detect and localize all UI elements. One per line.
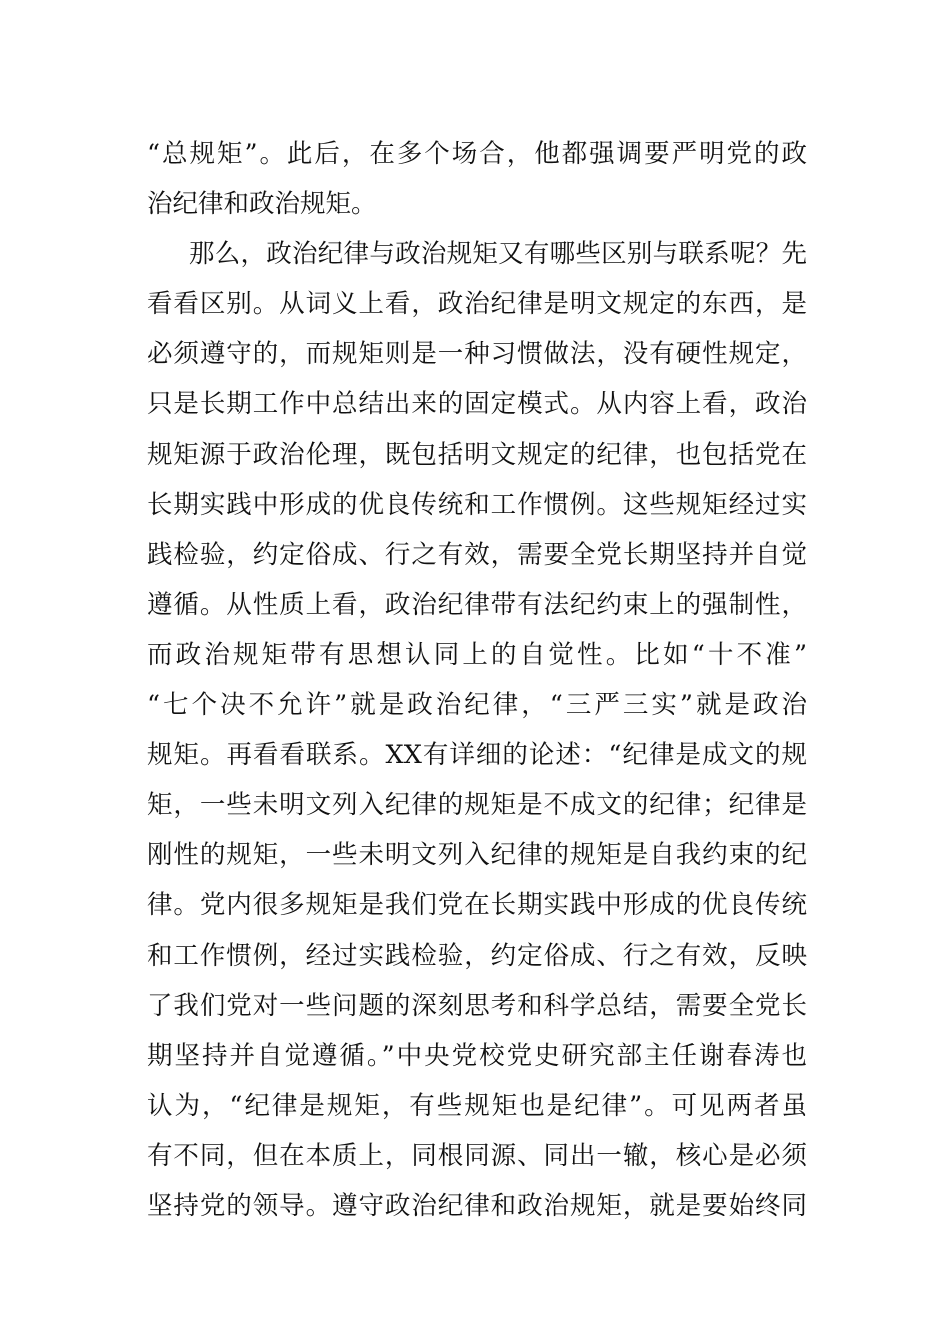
paragraph-line: 只是长期工作中总结出来的固定模式。从内容上看，政治 <box>147 389 807 420</box>
paragraph-line: 认为，“纪律是规矩，有些规矩也是纪律”。可见两者虽 <box>147 1090 807 1121</box>
body-text <box>147 129 807 1231</box>
paragraph-line: 律。党内很多规矩是我们党在长期实践中形成的优良传统 <box>147 890 807 921</box>
paragraph-line: 遵循。从性质上看，政治纪律带有法纪约束上的强制性， <box>147 589 807 620</box>
paragraph-line: 和工作惯例，经过实践检验，约定俗成、行之有效，反映 <box>147 940 807 971</box>
paragraph-line: 矩，一些未明文列入纪律的规矩是不成文的纪律；纪律是 <box>147 790 807 821</box>
paragraph-line: 那么，政治纪律与政治规矩又有哪些区别与联系呢？先 <box>189 239 807 270</box>
paragraph-line: 有不同，但在本质上，同根同源、同出一辙，核心是必须 <box>147 1140 807 1171</box>
paragraph-line: 必须遵守的，而规矩则是一种习惯做法，没有硬性规定， <box>147 339 807 370</box>
paragraph-line: 而政治规矩带有思想认同上的自觉性。比如“十不准” <box>147 639 807 670</box>
paragraph-line: 践检验，约定俗成、行之有效，需要全党长期坚持并自觉 <box>147 539 807 570</box>
paragraph-line: 刚性的规矩，一些未明文列入纪律的规矩是自我约束的纪 <box>147 840 807 871</box>
paragraph-1 <box>147 129 807 229</box>
paragraph-line: 了我们党对一些问题的深刻思考和科学总结，需要全党长 <box>147 990 807 1021</box>
paragraph-line: 规矩源于政治伦理，既包括明文规定的纪律，也包括党在 <box>147 439 807 470</box>
paragraph-line: 期坚持并自觉遵循。”中央党校党史研究部主任谢春涛也 <box>147 1040 807 1071</box>
paragraph-line: 规矩。再看看联系。XX有详细的论述：“纪律是成文的规 <box>147 740 807 771</box>
paragraph-line: “七个决不允许”就是政治纪律，“三严三实”就是政治 <box>147 690 807 721</box>
paragraph-line: “总规矩”。此后，在多个场合，他都强调要严明党的政 <box>147 139 807 169</box>
paragraph-2 <box>147 229 807 1231</box>
paragraph-line: 坚持党的领导。遵守政治纪律和政治规矩，就是要始终同 <box>147 1190 807 1221</box>
paragraph-line: 长期实践中形成的优良传统和工作惯例。这些规矩经过实 <box>147 489 807 520</box>
paragraph-line: 治纪律和政治规矩。 <box>147 189 377 220</box>
paragraph-line: 看看区别。从词义上看，政治纪律是明文规定的东西，是 <box>147 289 807 320</box>
